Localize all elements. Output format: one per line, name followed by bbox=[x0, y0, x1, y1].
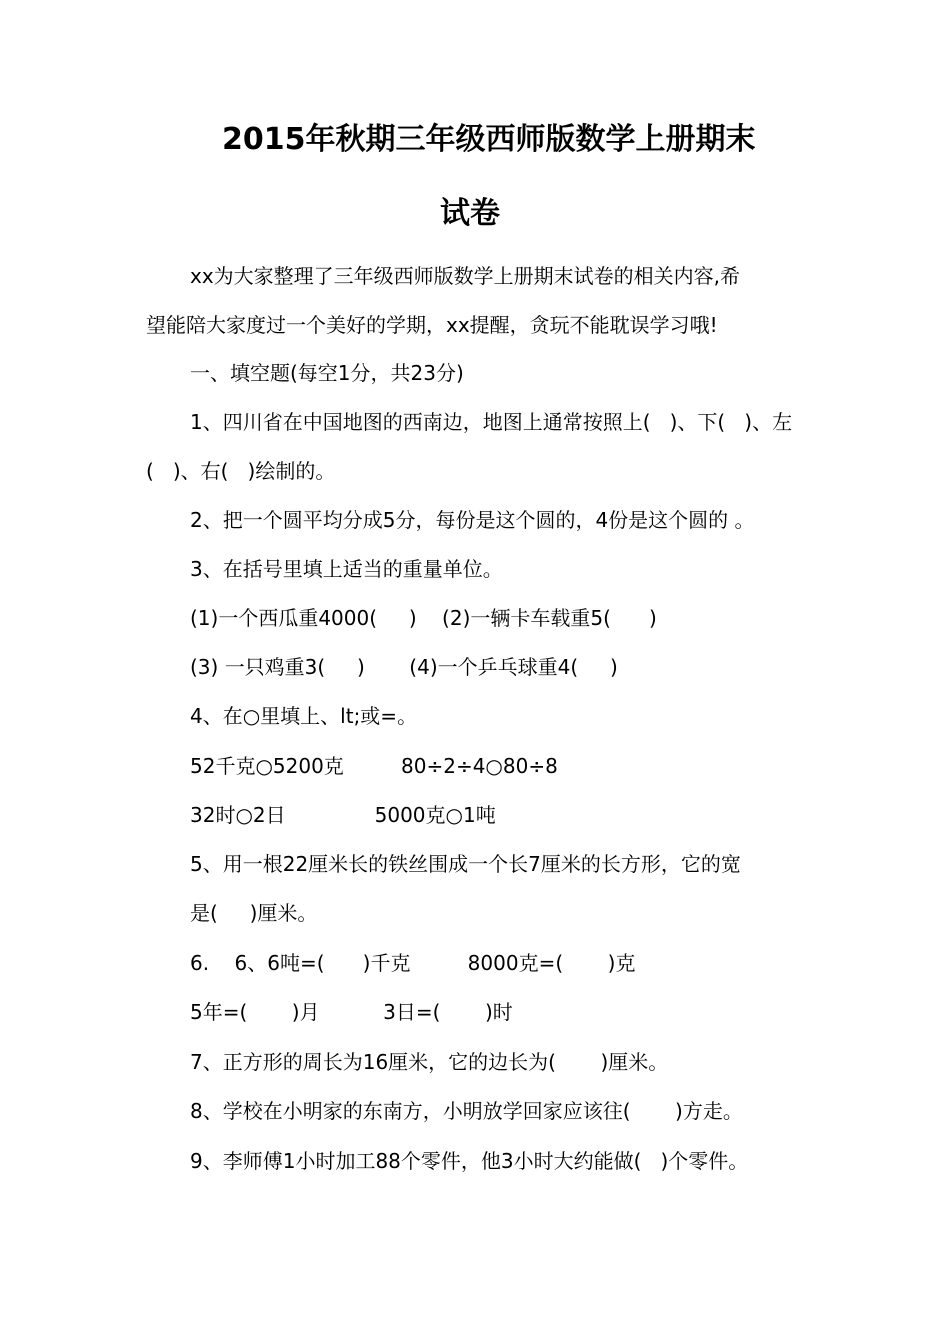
question-1-line-2: ( )、右( )绘制的。 bbox=[146, 459, 336, 483]
question-8: 8、学校在小明家的东南方，小明放学回家应该往( )方走。 bbox=[190, 1099, 743, 1123]
document-title-line-1: 2015年秋期三年级西师版数学上册期末 bbox=[222, 122, 756, 157]
question-3-row-2: (3) 一只鸡重3( ) (4)一个乒乓球重4( ) bbox=[190, 655, 618, 679]
question-5-line-1: 5、用一根22厘米长的铁丝围成一个长7厘米的长方形，它的宽 bbox=[190, 852, 741, 876]
question-6-row-1: 6. 6、6吨=( )千克 8000克=( )克 bbox=[190, 951, 636, 975]
question-3: 3、在括号里填上适当的重量单位。 bbox=[190, 557, 503, 581]
question-3-row-1: (1)一个西瓜重4000( ) (2)一辆卡车载重5( ) bbox=[190, 606, 657, 630]
question-4-row-2: 32时○2日 5000克○1吨 bbox=[190, 803, 496, 827]
question-7: 7、正方形的周长为16厘米，它的边长为( )厘米。 bbox=[190, 1050, 669, 1074]
question-1-line-1: 1、四川省在中国地图的西南边，地图上通常按照上( )、下( )、左 bbox=[190, 410, 793, 434]
section-heading-fill-blank: 一、填空题(每空1分，共23分) bbox=[190, 361, 464, 385]
question-4-row-1: 52千克○5200克 80÷2÷4○80÷8 bbox=[190, 754, 558, 778]
intro-line-2: 望能陪大家度过一个美好的学期，xx提醒，贪玩不能耽误学习哦! bbox=[146, 313, 718, 337]
question-6-row-2: 5年=( )月 3日=( )时 bbox=[190, 1000, 513, 1024]
question-5-line-2: 是( )厘米。 bbox=[190, 901, 318, 925]
intro-line-1: xx为大家整理了三年级西师版数学上册期末试卷的相关内容,希 bbox=[190, 264, 741, 288]
question-4: 4、在○里填上、lt;或=。 bbox=[190, 704, 418, 728]
question-2: 2、把一个圆平均分成5分，每份是这个圆的，4份是这个圆的 。 bbox=[190, 508, 755, 532]
document-title-line-2: 试卷 bbox=[440, 196, 500, 231]
question-9: 9、李师傅1小时加工88个零件，他3小时大约能做( )个零件。 bbox=[190, 1149, 749, 1173]
